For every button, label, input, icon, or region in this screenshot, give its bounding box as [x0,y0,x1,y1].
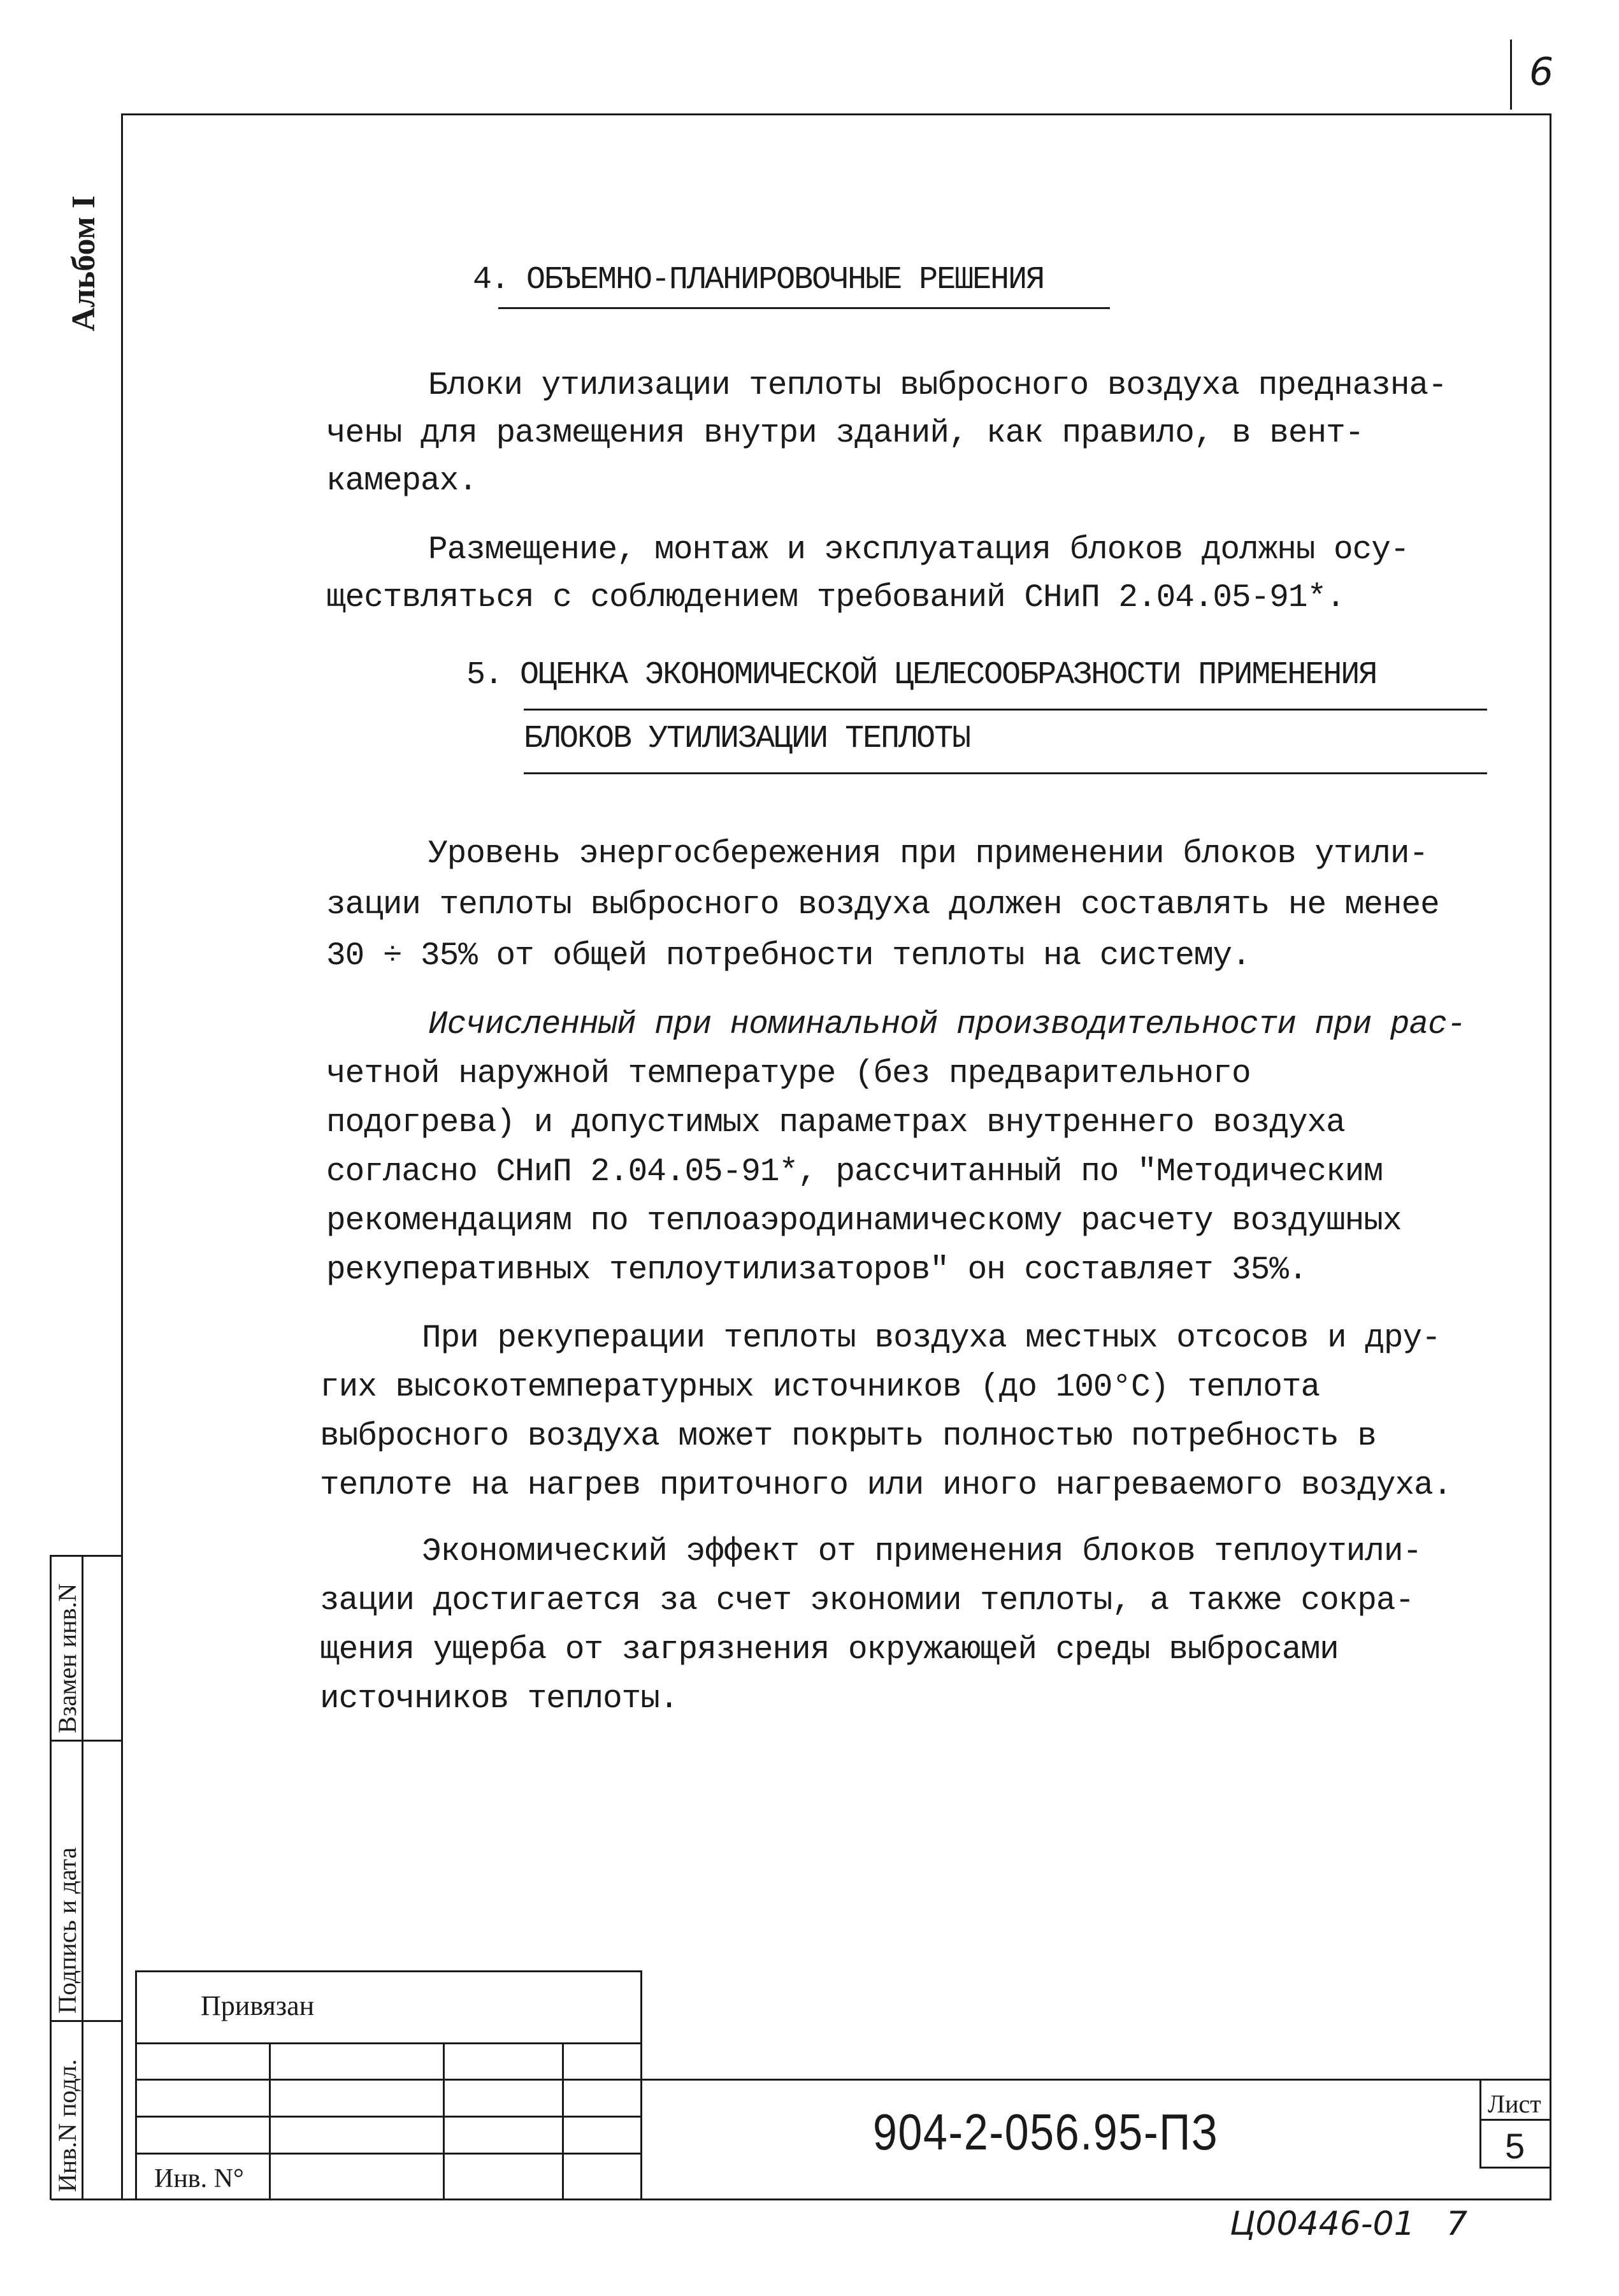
archive-code: Ц00446-01 [1230,2205,1415,2243]
grid-h1 [135,2042,642,2044]
section5-para2-line5: рекомендациям по теплоаэродинамическому расчету воздушных [326,1203,1402,1239]
sheet-number: 5 [1505,2126,1525,2166]
sheet-box-bottom [1479,2167,1551,2169]
sheet-box-mid [1479,2119,1551,2121]
side-stamp-replace-inv: Взамен инв.N [53,1583,82,1733]
frame-right [1550,113,1551,2200]
page-number-divider [1510,40,1512,110]
document-code: 904-2-056.95-ПЗ [873,2104,1219,2160]
section5-para4-line3: щения ущерба от загрязнения окружающей среды выбросами [320,1632,1339,1668]
grid-h2 [135,2079,1551,2081]
section5-para3-line2: гих высокотемпературных источников (до 100°С) теплота [320,1369,1320,1406]
section5-heading-line2: БЛОКОВ УТИЛИЗАЦИИ ТЕПЛОТЫ [524,721,970,757]
section4-heading-underline [498,307,1110,309]
bound-label: Привязан [201,1990,315,2021]
section5-para2-line4: согласно СНиП 2.04.05-91*, рассчитанный по "Методическим [326,1154,1383,1190]
grid-v3 [562,2042,564,2200]
side-stamp-div2 [50,2020,123,2022]
section5-para3-line4: теплоте на нагрев приточного или иного нагреваемого воздуха. [320,1468,1452,1504]
grid-v1 [269,2042,271,2200]
bound-box-right [640,1970,642,2200]
section5-heading-underline1 [524,709,1487,711]
section5-heading-line1: 5. ОЦЕНКА ЭКОНОМИЧЕСКОЙ ЦЕЛЕСООБРАЗНОСТИ ПРИМЕНЕНИЯ [466,657,1377,693]
album-label: Альбом I [66,195,102,331]
side-stamp-signature-date: Подпись и дата [53,1847,82,2014]
top-page-number: 6 [1529,50,1554,94]
section5-para4-line4: источников теплоты. [320,1681,679,1717]
section5-para2-line3: подогрева) и допустимых параметрах внутреннего воздуха [326,1105,1345,1141]
section4-para2-line2: ществляться с соблюдением требований СНиП 2.04.05-91*. [326,580,1345,616]
section4-para1-line3: камерах. [326,463,477,500]
section5-para2-line1: Исчисленный при номинальной производительности при рас- [428,1007,1466,1043]
frame-bottom [51,2199,1551,2200]
side-stamp-div1 [50,1740,123,1742]
inv-label: Инв. N° [154,2164,244,2193]
section5-heading-underline2 [524,772,1487,774]
frame-top [121,113,1551,115]
grid-v2 [443,2042,445,2200]
sheet-label: Лист [1488,2090,1541,2118]
section5-para3-line1: При рекуперации теплоты воздуха местных отсосов и дру- [422,1320,1441,1357]
section5-para2-line6: рекуперативных теплоутилизаторов" он составляет 35%. [326,1252,1307,1289]
sheet-box-left [1479,2079,1481,2168]
side-stamp-top [50,1555,123,1557]
section5-para1-line3: 30 ÷ 35% от общей потребности теплоты на систему. [326,938,1251,974]
bound-box-left [135,1970,137,2200]
archive-sheet: 7 [1446,2205,1468,2243]
grid-h4 [135,2153,642,2155]
side-stamp-original-inv: Инв.N подл. [53,2059,82,2192]
section5-para1-line1: Уровень энергосбережения при применении блоков утили- [428,836,1428,872]
section5-para1-line2: зации теплоты выбросного воздуха должен составлять не менее [326,887,1439,923]
section4-para2-line1: Размещение, монтаж и эксплуатация блоков должны осу- [428,532,1409,568]
section4-para1-line2: чены для размещения внутри зданий, как правило, в вент- [326,415,1364,452]
section5-para4-line1: Экономический эффект от применения блоков теплоутили- [422,1534,1422,1570]
section5-para3-line3: выбросного воздуха может покрыть полностью потребность в [320,1419,1376,1455]
frame-left [121,113,123,2200]
side-stamp-outer-left [50,1555,52,2200]
section4-heading: 4. ОБЪЕМНО-ПЛАНИРОВОЧНЫЕ РЕШЕНИЯ [473,262,1044,298]
section5-para4-line2: зации достигается за счет экономии теплоты, а также сокра- [320,1583,1414,1619]
section4-para1-line1: Блоки утилизации теплоты выбросного воздуха предназна- [428,368,1447,404]
grid-h3 [135,2116,642,2118]
bound-box-top [135,1970,642,1972]
section5-para2-line2: четной наружной температуре (без предварительного [326,1056,1251,1092]
